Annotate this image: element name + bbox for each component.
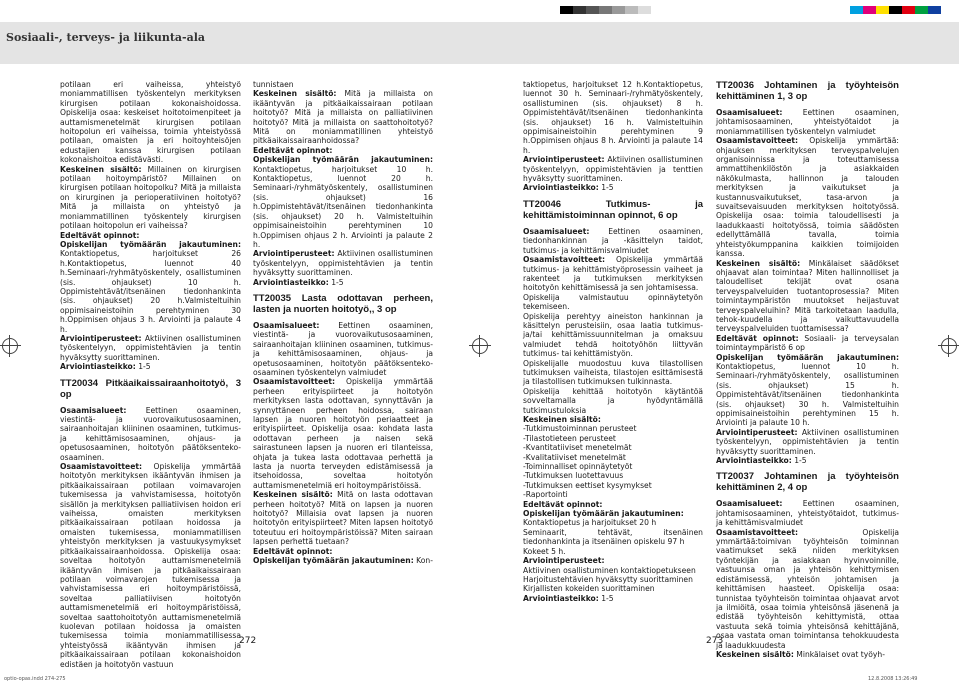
- print-color-bar: [0, 0, 959, 20]
- paragraph: Kontaktiopetus ja harjoitukset 20 h: [523, 518, 657, 528]
- paragraph: [60, 165, 241, 231]
- section-header: [0, 22, 959, 64]
- field-label: Osaamistavoitteet:: [716, 136, 799, 146]
- color-swatch: [863, 6, 876, 14]
- text-column-1: [60, 80, 241, 669]
- paragraph: [60, 334, 241, 362]
- color-swatch: [928, 6, 941, 14]
- field-text: Millainen on kirurgisen potilaan hoitoympäristö? Millainen on kirurgisen potilaan hoitopolku? Mitä ja millaista on kirurginen ja perioperatiivinen hoitotyö? Mitä ja millaista on yhteistyö ja moniammatillinen työskentely kirurgisen potilaan hoitopolun eri vaiheissa?: [60, 164, 241, 231]
- paragraph: [716, 428, 899, 456]
- color-swatch: [889, 6, 902, 14]
- color-swatch: [902, 6, 915, 14]
- paragraph: [523, 255, 703, 293]
- field-label: Arviointiasteikko:: [60, 362, 136, 372]
- field-text: Eettinen osaaminen, tiedonhankinnan ja -käsittelyn taidot, tutkimus- ja kehittämisvalmiudet: [523, 226, 703, 255]
- paragraph: Opiskelija valmistautuu opinnäytetyön tekemiseen.: [523, 292, 703, 312]
- field-text: Opiskelija ymmärtää tutkimus- ja kehittämistyöprosessin vaiheet ja rakenteet ja tutkimuksen merkityksen hoitotyön kehittämisessä ja sen johtamisessa.: [523, 255, 703, 293]
- field-text: Kon-: [413, 556, 433, 566]
- field-label: Arviointiasteikko:: [253, 277, 329, 287]
- field-label: Edeltävät opinnot:: [253, 546, 333, 556]
- list-item: -Toiminnalliset opinnäytetyöt: [523, 462, 633, 472]
- paragraph: [523, 594, 703, 603]
- field-label: Osaamistavoitteet:: [60, 462, 143, 472]
- field-text: Mitä on lasta odottavan perheen hoitotyö? Mitä on lapsen ja nuoren hoitotyö? Millaisia ovat lapsen ja nuoren hoitotyön erityispiirteet? Miten lapsen hoitotyö toteutuu eri hoitoympäristöissä? Miten sairaan lapsen perhettä tuetaan?: [253, 490, 433, 547]
- field-text: Eettinen osaaminen, johtamisosaaminen, yhteistyötaidot, tutkimus- ja kehittämisvalmiudet: [716, 499, 899, 528]
- paragraph: [253, 249, 433, 277]
- paragraph: Opiskelijalle muodostuu kuva tilastollisen tutkimuksen vaiheista, tilastojen esittämisestä ja tilastollisen tutkimuksen tulkinnasta.: [523, 358, 703, 387]
- field-label: Arviointiperusteet:: [60, 333, 142, 343]
- course-heading: TT20046 Tutkimus- ja kehittämistoiminnan opinnot, 6 op: [523, 198, 703, 221]
- paragraph: Kirjallisten kokeiden suorittaminen: [523, 584, 655, 594]
- page-number-right: 273: [706, 636, 724, 646]
- field-text: Eettinen osaaminen, johtamisosaaminen, yhteistyötaidot ja moniammatillisen työskentelyn valmiudet: [716, 108, 899, 136]
- field-label: Osaamisalueet:: [716, 108, 783, 117]
- list-item: -Tutkimustoiminnan perusteet: [523, 424, 637, 434]
- paragraph: Harjoitustehtävien hyväksytty suorittaminen: [523, 574, 693, 584]
- field-text: Kontaktiopetus, harjoitukset 26 h.Kontaktiopetus, luennot 40 h.Seminaari-/ryhmätyöskentely, osallistuminen (sis. ohjaukset) 10 h. Oppimistehtävät/itsenäinen tiedonhankinta (sis. ohjaukset) 20 h.Valmisteltuihin oppimisaineistoihin perehtyminen 30 h.Oppimisen ohjaus 3 h. Arviointi ja palaute 4 h.: [60, 249, 241, 334]
- paragraph: [523, 227, 703, 255]
- registration-mark-icon: [2, 338, 18, 354]
- paragraph: [523, 155, 703, 183]
- field-text: Eettinen osaaminen, viestintä- ja vuorovaikutusosaaminen, sairaanhoitajan kliininen osaaminen, tutkimus- ja kehittämisosaaminen, ohjaus- ja opetusosaaminen, hoitotyön päätöksenteko-osaaminen.: [60, 405, 241, 462]
- footer-timestamp: 12.8.2008 13:26:49: [868, 676, 918, 682]
- field-text: 1-5: [598, 183, 614, 193]
- field-text: Kontaktiopetus, harjoitukset 10 h. Kontaktiopetus, luennot 20 h. Seminaari-/ryhmätyöskentely, osallistuminen (sis. ohjaukset) 16 h.Oppimistehtävät/itsenäinen tiedonhankinta (sis. ohjaukset) 20 h. Valmisteltuihin oppimisaineistoihin perehtyminen 10 h.Oppimisen ohjaus 2 h. Arviointi ja palaute 2 h.: [253, 164, 433, 249]
- field-text: Aktiivinen osallistuminen työskentelyyn, oppimistehtävien ja tentin hyväksytty suorittaminen.: [253, 249, 433, 278]
- course-heading: TT20035 Lasta odottavan perheen, lasten ja nuorten hoitotyö,, 3 op: [253, 292, 433, 315]
- color-swatch: [876, 6, 889, 14]
- paragraph: [253, 155, 433, 249]
- page-title: Sosiaali-, terveys- ja liikunta-ala: [6, 31, 206, 44]
- field-text: 1-5: [598, 593, 614, 603]
- field-label: Opiskelijan työmäärän jakautuminen:: [60, 239, 241, 249]
- field-text: 1-5: [791, 456, 807, 466]
- field-label: Osaamistavoitteet:: [253, 377, 336, 387]
- paragraph: [253, 556, 433, 565]
- paragraph: [716, 499, 899, 527]
- text-column-2: [253, 80, 433, 566]
- list-item: -Tutkimuksen eettiset kysymykset: [523, 480, 652, 490]
- field-text: Eettinen osaaminen, viestintä- ja vuorovaikutusosaaminen, sairaanhoitajan kliininen osaaminen, tutkimus- ja kehittämisosaaminen, ohjaus- ja opetusosaaminen, hoitotyön päätöksenteko-osaaminen työskentelyn valmiudet: [253, 320, 433, 377]
- paragraph: Opiskelija kehittää hoitotyön käytäntöä sovveltamalla ja hyödyntämällä tutkimustuloksia: [523, 386, 703, 415]
- field-label: Arviointiperusteet:: [253, 249, 335, 259]
- field-label: Opiskelijan työmäärän jakautuminen:: [716, 352, 899, 362]
- paragraph: [716, 259, 899, 334]
- paragraph: [253, 278, 433, 287]
- paragraph: [716, 456, 899, 465]
- field-label: Edeltävät opinnot:: [60, 230, 140, 240]
- color-swatch: [599, 6, 612, 14]
- color-swatch: [573, 6, 586, 14]
- paragraph: Seminaarit, tehtävät, itsenäinen tiedonhankinta ja itsenäinen opiskelu 97 h: [523, 527, 703, 547]
- paragraph: [716, 353, 899, 428]
- color-swatch: [638, 6, 651, 14]
- field-label: Arviointiperusteet:: [523, 155, 605, 165]
- paragraph: [60, 362, 241, 371]
- paragraph: potilaan eri vaiheissa, yhteistyö moniammatillisen työskentelyn merkityksen kirurgisen potilaan kokonaishoidossa. Opiskelija osaa: keskeiset hoitotoimenpiteet ja auttamismenetelmät kirurgisen potilaan hoitopolun eri vaiheissa, toimia yhteistyössä potilaan, omaisten ja eri hoitoyhteisöjen edustajien kanssa kirurgisen potilaan kokonaishoitoa edistävästi.: [60, 80, 241, 165]
- field-text: 1-5: [328, 277, 344, 287]
- field-label: Edeltävät opinnot:: [523, 499, 603, 509]
- registration-mark-icon: [472, 338, 488, 354]
- field-text: Sosiaali- ja terveysalan toimintaympäristö 6 op: [716, 333, 899, 353]
- paragraph: [60, 240, 241, 334]
- field-text: Aktiivinen osallistuminen työskentelyyn, oppimistehtävien ja tenttien hyväksytty suorittaminen.: [523, 155, 703, 184]
- field-label: Opiskelijan työmäärän jakautuminen:: [253, 556, 414, 566]
- field-text: Opiskelija ymmärtää hoitotyön merkityksen ikääntyvän ihmisen ja pitkäaikaissairaan potilaan voimavarojen tukemisessa ja vahvistamisessa, hoitotyön sisällön ja merkityksen palliatiivisen hoidon eri vaiheissa, omaisten merkityksen pitkäaikaissairaan potilaan hoidossa ja omaisten tukemisessa, moniammatillisen yhteistyön merkityksen ja vastuukysymykset pitkäaikaissairaanhoidossa. Opiskelija osaa: soveltaa hoitotyön auttamismenetelmiä ikääntyvän ihmisen ja pitkäaikaissairaan potilaan voimavarojen tukemisessa ja vahvistamisessa eri hoitoympäristöissä, soveltaa palliatiivisen hoitotyön auttamismenetelmiä eri hoitoympäristöissä, soveltaa saattohoitotyön auttamismenetelmiä kuolevan potilaan hoidossa ja omaisten tukemisessa toimia moniammatillisessa yhteistyössä ikääntyvän ihmisen ja pitkäaikaissairaan potilaan kokonaishoidon edistäen ja hoitotyön vastuun: [60, 462, 241, 669]
- paragraph: [253, 377, 433, 490]
- field-label: Keskeinen sisältö:: [253, 89, 337, 99]
- field-text: Aktiivinen osallistuminen työskentelyyn, oppimistehtävien ja tentin hyväksytty suorittaminen.: [60, 333, 241, 362]
- course-heading: TT20036 Johtaminen ja työyhteisön kehittäminen 1, 3 op: [716, 80, 899, 102]
- course-heading: TT20034 Pitkäaikaissairaanhoitotyö, 3 op: [60, 377, 241, 400]
- field-label: Keskeinen sisältö:: [716, 649, 794, 659]
- field-label: Osaamisalueet:: [60, 405, 127, 415]
- paragraph: [523, 415, 703, 424]
- field-text: Minkälaiset ovat työyh-: [793, 649, 885, 659]
- text-column-4: [716, 80, 899, 659]
- text-column-3: [523, 80, 703, 603]
- field-text: Opiskelija ymmärtää: ohjauksen merkityksen terveyspalvelujen organisoinnissa ja toteuttamisessa ammattihenkilöstön ja asiakkaiden näkökulmasta, hallinnon ja talouden merkityksen ja vaikutukset ja kustannusvaikutukset, tasa-arvon ja suvaitsevaisuuden merkityksen hoitotyössä. Opiskelija osaa: toimia taloudellisesti ja laadukkaasti hoitotyössä, toimia säädösten edellyttämällä tavalla, toimia yhteistyökumppanina kaikkien toimijoiden kanssa.: [716, 136, 899, 259]
- paragraph: [60, 462, 241, 669]
- field-label: Osaamistavoitteet:: [716, 527, 799, 537]
- field-label: Arviointiasteikko:: [523, 183, 599, 193]
- field-label: Opiskelijan työmäärän jakautuminen:: [523, 509, 684, 519]
- color-swatch: [586, 6, 599, 14]
- paragraph: [60, 406, 241, 462]
- field-label: Osaamisalueet:: [716, 499, 783, 509]
- field-label: Osaamistavoitteet:: [523, 255, 606, 265]
- list-item: -Tutkimuksen luotettavuus: [523, 471, 624, 481]
- field-label: Osaamisalueet:: [253, 320, 320, 330]
- paragraph: taktiopetus, harjoitukset 12 h.Kontaktiopetus, luennot 30 h. Seminaari-/ryhmätyöskentely, osallistuminen (sis. ohjaukset) 8 h. Oppimistehtävät/itsenäinen tiedonhankinta (sis. ohjaukset) 16 h. Valmisteltuihin oppimisaineistoihin perehtyminen 9 h.Oppimisen ohjaus 8 h. Arviointi ja palaute 14 h.: [523, 80, 703, 155]
- list-item: -Kvalitatiiviset menetelmät: [523, 452, 626, 462]
- list-item: -Tilastotieteen perusteet: [523, 433, 616, 443]
- paragraph: Kokeet 5 h.: [523, 546, 566, 556]
- field-label: Keskeinen sisältö:: [716, 258, 801, 268]
- field-label: Arviointiasteikko:: [523, 593, 599, 603]
- footer-file-info: optio-opas.indd 274-275: [4, 676, 66, 682]
- paragraph: [716, 136, 899, 258]
- color-swatch: [625, 6, 638, 14]
- color-swatch: [850, 6, 863, 14]
- field-label: Arviointiperusteet:: [716, 427, 798, 437]
- field-label: Arviointiperusteet:: [523, 556, 605, 566]
- paragraph: [253, 490, 433, 546]
- field-label: Keskeinen sisältö:: [523, 415, 601, 424]
- course-heading: TT20037 Johtaminen ja työyhteisön kehittäminen 2, 4 op: [716, 471, 899, 494]
- field-label: Arviointiasteikko:: [716, 456, 792, 466]
- field-text: 1-5: [135, 362, 151, 372]
- paragraph: [523, 556, 703, 565]
- field-text: Kontaktiopetus, luennot 10 h. Seminaari-/ryhmätyöskentely, osallistuminen (sis. ohjaukset) 15 h. Oppimistehtävät/itsenäinen tiedonhankinta (sis. ohjaukset) 30 h. Valmisteltuihin oppimisaineistoihin perehtyminen 15 h. Arviointi ja palaute 10 h.: [716, 361, 899, 428]
- paragraph: [253, 547, 433, 556]
- color-swatch: [560, 6, 573, 14]
- field-label: Opiskelijan työmäärän jakautuminen:: [253, 155, 433, 165]
- paragraph: [253, 321, 433, 377]
- field-text: Mitä ja millaista on ikääntyvän ja pitkäaikaissairaan potilaan hoitotyö? Mitä ja millaista on palliatiivinen hoitotyö? Mitä ja millaista on saattohoitotyö? Mitä on moniammatillinen yhteistyö pitkäaikaissairaanhoidossa?: [253, 89, 433, 146]
- paragraph: Aktiivinen osallistuminen kontaktiopetukseen: [523, 565, 696, 575]
- paragraph: [716, 528, 899, 650]
- list-item: -Raportointi: [523, 490, 568, 500]
- field-label: Osaamisalueet:: [523, 226, 590, 236]
- field-text: Minkälaiset säädökset ohjaavat alan toimintaa? Miten hallinnolliset ja taloudelliset tekijät ovat osana terveyspalveluiden tuotantoprosessia? Miten toimintaympäristön muutokset heijastuvat terveyspalveluihin? Mitä tarkoitetaan laadulla, tehok-kuudella ja vaikuttavuudella terveyspalveluiden tuottamisessa?: [716, 258, 899, 334]
- registration-mark-icon: [941, 338, 957, 354]
- list-item: -Kvantitatiiviset menetelmät: [523, 443, 632, 453]
- paragraph: [60, 231, 241, 240]
- field-text: Aktiivinen osallistuminen työskentelyyn, oppimistehtävien ja tentin hyväksytty suorittaminen.: [716, 427, 899, 456]
- color-swatch: [915, 6, 928, 14]
- paragraph: Opiskelija perehtyy aineiston hankinnan ja käsittelyn perusteisiin, osaa laatia tutkimus- ja/tai kehittämissuunnitelman ja omaksuu valmiudet tehdä hoitotyöhön liittyvän tutkimus- tai kehittämistyön.: [523, 311, 703, 359]
- paragraph: [523, 509, 703, 518]
- paragraph: [253, 89, 433, 145]
- field-label: Edeltävät opinnot:: [253, 145, 333, 155]
- paragraph: [523, 500, 703, 509]
- paragraph: [716, 334, 899, 353]
- paragraph: [716, 108, 899, 136]
- field-text: Opiskelija ymmärtää:toimivan työyhteisön toiminnan vaatimukset sekä niiden merkityksen työntekijän ja asiakkaan hyvinvoinnille, vastuunsa oman ja yhteisön kehittymisen edistämisessä, yhteisön johtamisen ja kehittämisen haasteet. Opiskelija osaa: tunnistaa työyhteisön toimintaa ohjaavat arvot ja ilmiöitä, osaa toimia yhteisönsä jäsenenä ja edistää työyhteisön kehittymistä, ottaa vastuuta sekä toimia yhteisönsä kehittäjänä, osaa vastata oman toimintansa tehokkuudesta ja laadukkuudesta: [716, 527, 899, 650]
- field-label: Edeltävät opinnot:: [716, 333, 799, 343]
- field-label: Keskeinen sisältö:: [253, 490, 333, 500]
- color-swatch: [612, 6, 625, 14]
- field-text: Opiskelija ymmärtää perheen erityispiirteet ja hoitotyön merkityksen lasta odottavan, synnyttävän ja synnyttäneen perheen hoidossa, sairaan lapsen ja nuoren hoitotyön periaatteet ja erityispiirteet. Opiskelija osaa: kohdata lasta odottavan perheen ja naisen sekä sairastuneen lapsen ja nuoren eri tilanteissa, ohjata ja tukea lasta odottavaa perhettä ja lasta ja nuorta terveyden edistämisessä ja itsehoidossa, soveltaa hoitotyön auttamismenetelmiä eri hoitoympäristöissä.: [253, 377, 433, 490]
- paragraph: [253, 146, 433, 155]
- paragraph: tunnistaen: [253, 80, 294, 89]
- page-number-left: 272: [239, 636, 257, 646]
- field-label: Keskeinen sisältö:: [60, 164, 142, 174]
- paragraph: [523, 183, 703, 192]
- paragraph: [716, 650, 899, 659]
